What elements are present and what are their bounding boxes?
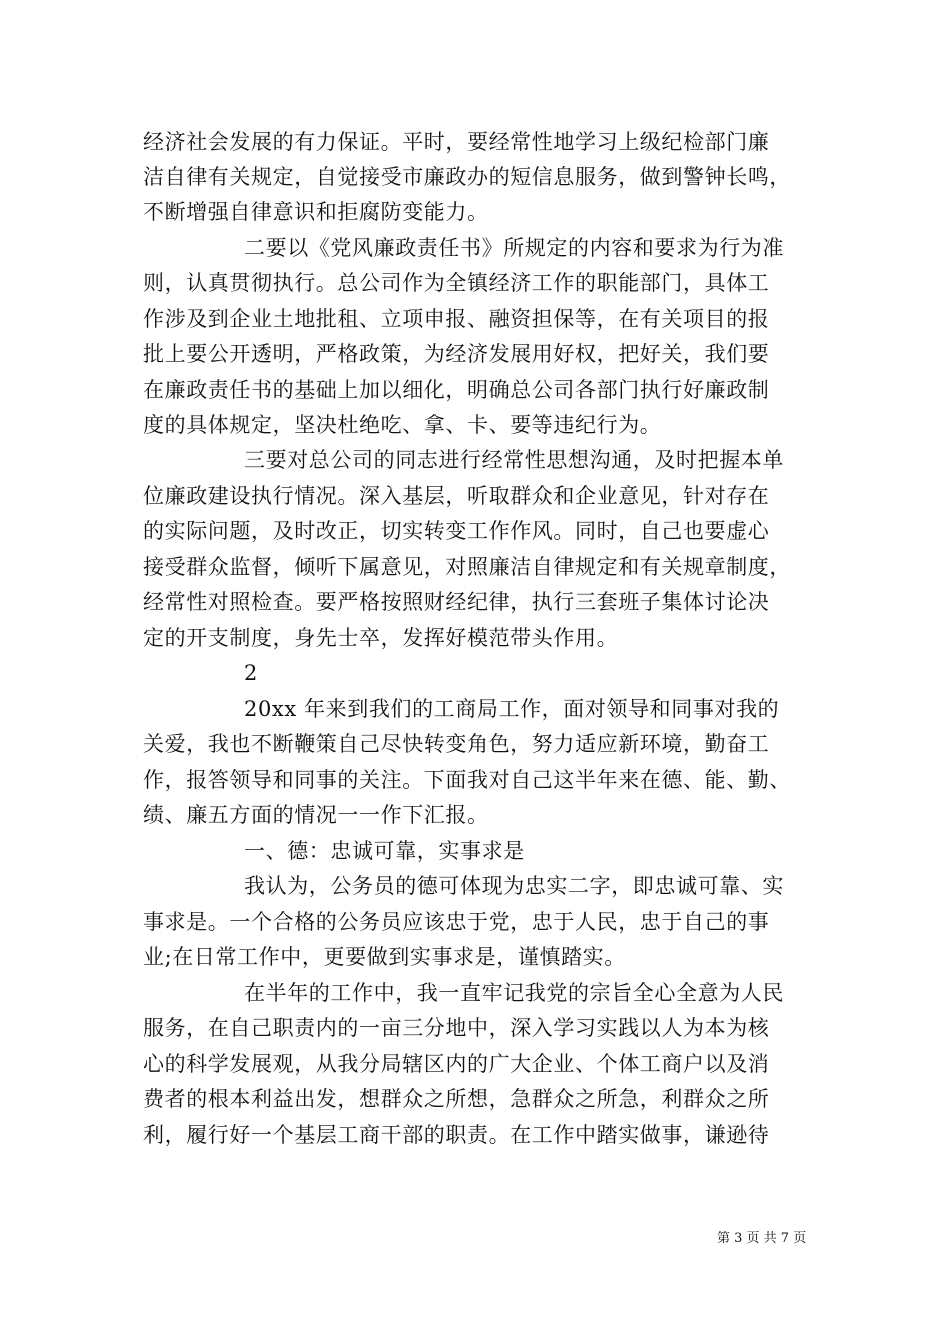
paragraph-first-line: 三要对总公司的同志进行经常性思想沟通，及时把握本单 <box>244 448 784 472</box>
text-line: 作，报答领导和同事的关注。下面我对自己这半年来在德、能、勤、 <box>143 768 791 792</box>
text-line: 费者的根本利益出发，想群众之所想，急群众之所急，利群众之所 <box>143 1087 770 1111</box>
text-line: 定的开支制度，身先士卒，发挥好模范带头作用。 <box>143 626 619 650</box>
page-number-footer: 第 3 页 共 7 页 <box>717 1231 807 1246</box>
text-line: 绩、廉五方面的情况一一作下汇报。 <box>143 803 489 827</box>
text-line: 批上要公开透明，严格政策，为经济发展用好权，把好关，我们要 <box>143 342 770 366</box>
text-line: 作涉及到企业土地批租、立项申报、融资担保等，在有关项目的报 <box>143 307 770 331</box>
paragraph-first-line: 20xx 年来到我们的工商局工作，面对领导和同事对我的 <box>244 697 780 721</box>
text-line: 经常性对照检查。要严格按照财经纪律，执行三套班子集体讨论决 <box>143 590 770 614</box>
text-line: 业;在日常工作中，更要做到实事求是，谨慎踏实。 <box>143 945 626 969</box>
paragraph-first-line: 在半年的工作中，我一直牢记我党的宗旨全心全意为人民 <box>244 981 784 1005</box>
text-line: 接受群众监督，倾听下属意见，对照廉洁自律规定和有关规章制度， <box>143 555 791 579</box>
text-line: 则，认真贯彻执行。总公司作为全镇经济工作的职能部门，具体工 <box>143 271 770 295</box>
paragraph-first-line: 我认为，公务员的德可体现为忠实二字，即忠诚可靠、实 <box>244 874 784 898</box>
text-line: 服务，在自己职责内的一亩三分地中，深入学习实践以人为本为核 <box>143 1016 770 1040</box>
text-line: 心的科学发展观，从我分局辖区内的广大企业、个体工商户以及消 <box>143 1052 770 1076</box>
text-line: 在廉政责任书的基础上加以细化，明确总公司各部门执行好廉政制 <box>143 378 770 402</box>
text-line: 洁自律有关规定，自觉接受市廉政办的短信息服务，做到警钟长鸣， <box>143 165 791 189</box>
section-number: 2 <box>244 661 258 685</box>
text-line: 位廉政建设执行情况。深入基层，听取群众和企业意见，针对存在 <box>143 484 770 508</box>
text-line: 利，履行好一个基层工商干部的职责。在工作中踏实做事，谦逊待 <box>143 1123 770 1147</box>
text-line: 关爱，我也不断鞭策自己尽快转变角色，努力适应新环境，勤奋工 <box>143 732 770 756</box>
text-line: 经济社会发展的有力保证。平时，要经常性地学习上级纪检部门廉 <box>143 130 770 154</box>
text-line: 的实际问题，及时改正，切实转变工作作风。同时，自己也要虚心 <box>143 519 770 543</box>
text-line: 不断增强自律意识和拒腐防变能力。 <box>143 200 489 224</box>
text-line: 度的具体规定，坚决杜绝吃、拿、卡、要等违纪行为。 <box>143 413 662 437</box>
section-heading: 一、德：忠诚可靠，实事求是 <box>244 839 525 863</box>
text-line: 事求是。一个合格的公务员应该忠于党，忠于人民，忠于自己的事 <box>143 910 770 934</box>
paragraph-first-line: 二要以《党风廉政责任书》所规定的内容和要求为行为准 <box>244 236 784 260</box>
